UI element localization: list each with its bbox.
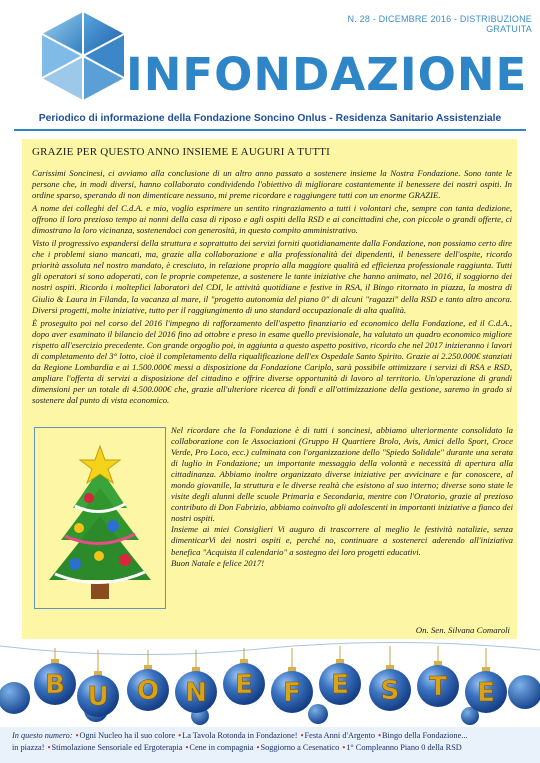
article-paragraph: Insieme ai miei Consiglieri Vi auguro di trascorrere al meglio le festività natalizie, senza dimenticarVi dei nostri ospiti e, perché no, continuare a sostenerci aderendo all'iniziativa benefica "Acquista il calendario" a sostegno dei loro progetti educativi. [171,524,513,557]
ornament-letter: U [87,682,109,712]
newsletter-title: INFONDAZIONE [126,48,528,101]
ornament-letter: E [235,670,253,700]
article-paragraph: Nel ricordare che la Fondazione è di tutti i soncinesi, abbiamo ulteriormente consolidato la collaborazione con le Associazioni (Gruppo H Quartiere Brolo, Avis, Amici dello Sport, Croce Verde, Pro Loco, ecc.) culminata con l'organizzazione dello "Spiedo Solidale" durante una serata di luglio in Fondazione; un importante messaggio della volontà e necessità di apertura alla cittadinanza. Abbiamo inoltre organizzato diverse iniziative per avvicinare e far conoscere, al mondo giovanile, la struttura e le diverse realtà che esistono al suo interno; diverse sono state le visite degli alunni delle scuole Primaria e Secondaria, mentre con l'Oratorio, grazie al prezioso contributo di Don Fabrizio, abbiamo coinvolto gli adolescenti in importanti iniziative a fianco dei nostri ospiti. [171,425,513,524]
signature: On. Sen. Silvana Comaroli [415,625,510,635]
article-paragraph: Buon Natale e felice 2017! [171,557,265,568]
article-title: GRAZIE PER QUESTO ANNO INSIEME E AUGURI A TUTTI [32,146,331,158]
ornament-letter: B [45,670,65,700]
contents-line-2: in piazza! •Stimolazione Sensoriale ed Ergoterapia •Cene in compagnia •Soggiorno a Cesenatico •1° Compleanno Piano 0 della RSD [12,742,462,752]
christmas-tree-illustration [34,427,166,609]
article-paragraph: Visto il progressivo espandersi della struttura e soprattutto dei servizi forniti quotidianamente dalla Fondazione, non possiamo certo dire che i problemi siano mancati, ma, grazie alla collaborazione e alla professionalità dei dipendenti, il benessere dell'ospite, ricordo priorità assoluta nel nostro mandato, è cresciuto, in relazione proprio alla maggiore qualità ed efficienza professionale raggiunta. Tutti gli operatori si sono adoperati, con le proprie competenze, a sostenere le tante iniziative che hanno animato, nel 2016, il soggiorno dei nostri ospiti. Ricordo i molteplici laboratori del CDI, le attività quotidiane e festive in RSA, il Bingo ritornato in piazza, la mostra di Giulio & Laura in Filanda, la vacanza al mare, il "progetto autonomia del piano 0" di alcuni "ragazzi" della RSD e tanto altro ancora. Diversi progetti, molte iniziative, tutto per il raggiungimento di uno standard occupazionale di alta qualità. [32,238,512,315]
contents-item[interactable]: Cene in compagnia [189,742,254,752]
contents-item[interactable]: Soggiorno a Cesenatico [260,742,340,752]
article-paragraph: Carissimi Soncinesi, ci avviamo alla conclusione di un altro anno passato a sostenere insieme la Nostra Fondazione. Sono tante le persone che, in modi diversi, hanno collaborato condividendo l'obiettivo di migliorare costantemente il benessere dei nostri ospiti. In ordine sparso, sperando di non dimenticare nessuno, mi preme ricordare e raggiungere tutti con un enorme GRAZIE. [32,168,512,201]
newsletter-subtitle: Periodico di informazione della Fondazione Soncino Onlus - Residenza Sanitario Assistenziale [38,113,502,124]
contents-item[interactable]: La Tavola Rotonda in Fondazione! [182,731,298,740]
issue-contents [12,730,532,753]
ornament-letter: S [380,676,400,706]
christmas-tree-icon [35,428,165,608]
ornament-letter: N [185,678,207,708]
ornament-letter: O [136,676,160,706]
ornament-letter: E [331,670,349,700]
ornament-letter: E [477,678,495,708]
contents-item-continued[interactable]: in piazza! [12,742,45,752]
issue-line: N. 28 - DICEMBRE 2016 - DISTRIBUZIONE GRATUITA [347,14,532,34]
header-divider [14,129,526,131]
contents-item[interactable]: Bingo della Fondazione... [381,731,468,740]
buone-feste-ornaments [0,640,540,725]
contents-line-1: In questo numero: •Ogni Nucleo ha il suo colore •La Tavola Rotonda in Fondazione! •Festa Anni d'Argento •Bingo della Fondazione... [12,731,468,740]
ornament-letter: T [429,672,447,702]
fondazione-logo-icon [28,8,138,103]
contents-item[interactable]: Festa Anni d'Argento [304,731,375,740]
article-paragraph: A nome dei colleghi del C.d.A. e mio, voglio esprimere un sentito ringraziamento a tutti i volontari che, sempre con tanta dedizione, offrono il loro prezioso tempo ai nonni della casa di riposo e agli ospiti della RSD e ai concittadini che, con piccole o grandi offerte, ci dimostrano la loro vicinanza, sostenendoci con generosità, in questo compito amministrativo. [32,203,512,236]
article-paragraph: È proseguito poi nel corso del 2016 l'impegno di rafforzamento dell'aspetto finanziario ed economico della Fondazione, ed il C.d.A., dopo aver esaminato il bilancio del 2016 fino ad ottobre e preso in esame quello previsionale, ha valutato un quadro economico migliore rispetto all'esercizio precedente. Con grande orgoglio poi, in aggiunta a questo aspetto positivo, ricordo che nel 2017 inizieranno i lavori di completamento del 3° lotto, cioè il completamento della riqualificazione dell'ex Ospedale Santo Spirito. Grazie ai 2.250.000€ stanziati da Regione Lombardia e ai 1.500.000€ messi a disposizione da Fondazione Cariplo, sarà possibile ottimizzare i servizi di RSA e RSD, ampliare l'offerta di servizi a disposizione del cittadino e offrire diverse opportunità di lavoro al territorio. Un'operazione di grandi dimensioni per un totale di 4.500.000€ che, grazie all'ulteriore ricerca di fondi e all'ottimizzazione della gestione, saremo in grado si sostenere dal punto di vista economico. [32,317,512,405]
contents-item[interactable]: Ogni Nucleo ha il suo colore [79,731,176,740]
contents-item[interactable]: 1° Compleanno Piano 0 della RSD [346,742,462,752]
contents-label: In questo numero: [12,731,73,740]
contents-item[interactable]: Stimolazione Sensoriale ed Ergoterapia [51,742,183,752]
ornament-letter: F [283,678,301,708]
article-body [32,168,512,408]
article-body-side [171,425,513,569]
